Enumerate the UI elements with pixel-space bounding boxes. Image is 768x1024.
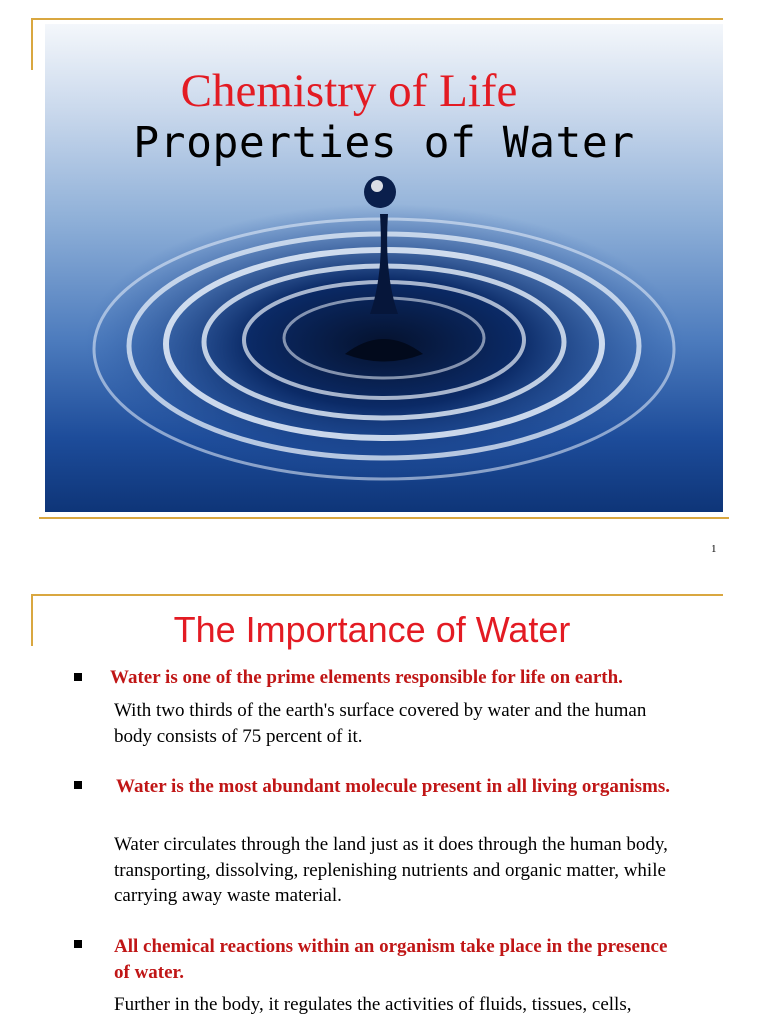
- slide1-subtitle: Properties of Water: [133, 118, 635, 168]
- slide1-top-rule: [31, 18, 723, 20]
- point-heading: All chemical reactions within an organism take place in the presence of water.: [114, 936, 668, 983]
- water-droplet-image: [45, 24, 723, 512]
- slide1-left-rule: [31, 18, 33, 70]
- bullet-marker: [74, 673, 82, 681]
- page-number: 1: [711, 543, 717, 555]
- bullet-marker: [74, 781, 82, 789]
- slide1-bottom-rule: [39, 517, 729, 519]
- bullet-marker: [74, 940, 82, 948]
- point-body: With two thirds of the earth's surface covered by water and the human body consists of 75 percent of it.: [114, 700, 647, 747]
- point-body: Further in the body, it regulates the activities of fluids, tissues, cells,: [114, 994, 632, 1015]
- point-heading: Water is one of the prime elements responsible for life on earth.: [110, 667, 623, 688]
- point-heading: Water is the most abundant molecule present in all living organisms.: [116, 776, 671, 797]
- point-body: Water circulates through the land just as it does through the human body, transporting, dissolving, replenishing nutrients and organic matter, while carrying away waste material.: [114, 834, 668, 906]
- slide1-title: Chemistry of Life: [180, 65, 518, 117]
- slide2-title: The Importance of Water: [173, 609, 571, 650]
- slide2-top-rule: [31, 594, 723, 596]
